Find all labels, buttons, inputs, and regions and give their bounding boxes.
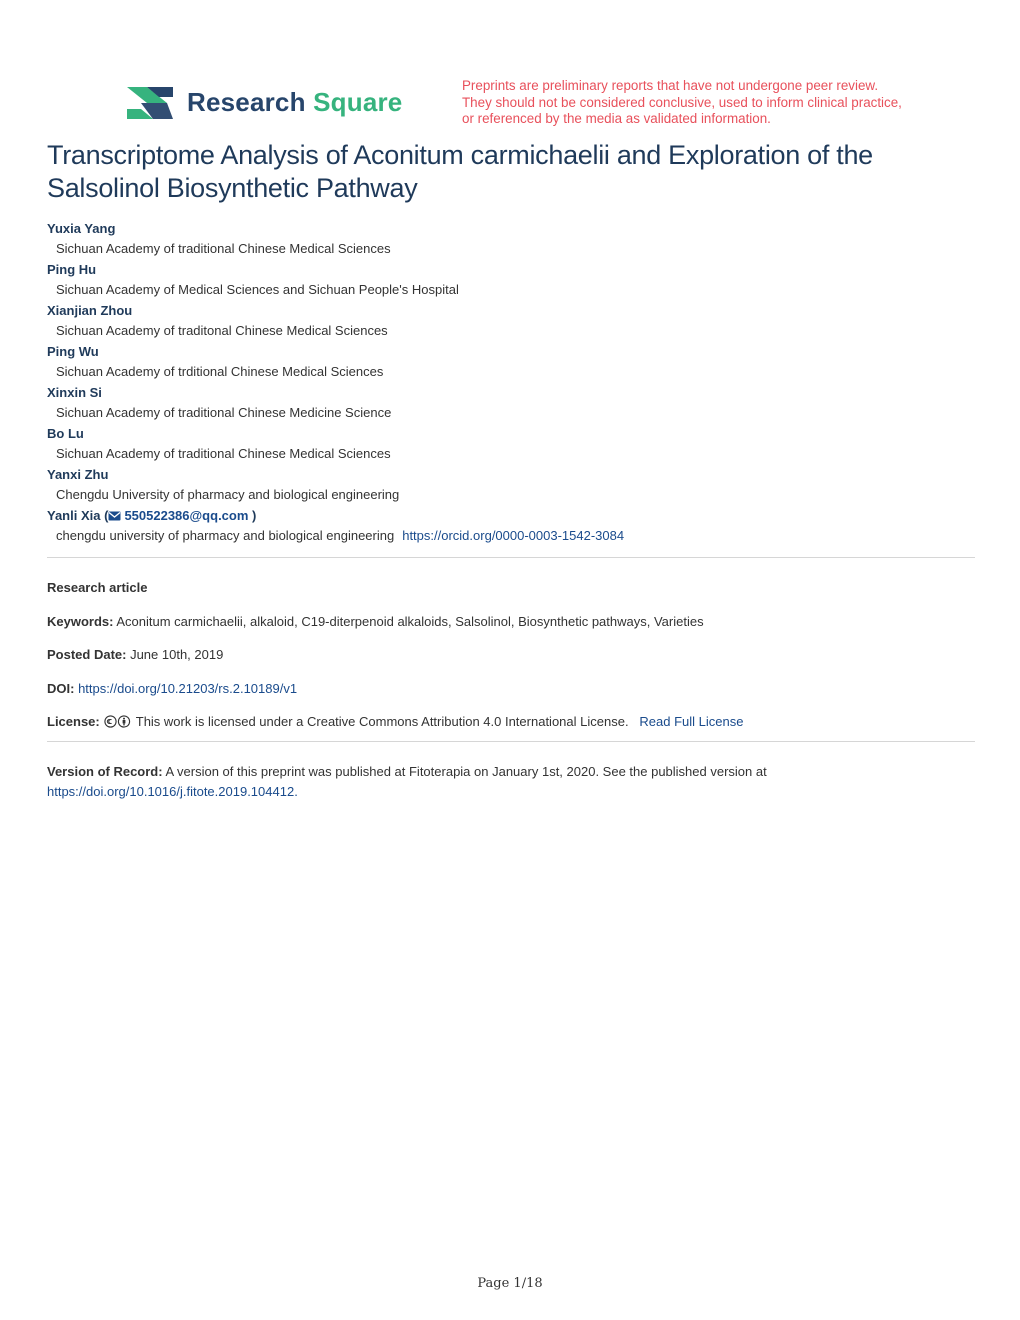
author-affiliation: Sichuan Academy of traditonal Chinese Medical Sciences <box>56 323 388 338</box>
license-label: License: <box>47 714 100 729</box>
header <box>0 0 1020 135</box>
author-name: Yanxi Zhu <box>47 467 109 482</box>
research-square-logo-icon <box>125 83 177 123</box>
disclaimer-line: They should not be considered conclusive, used to inform clinical practice, <box>462 94 902 110</box>
author-entry <box>47 465 977 506</box>
author-affiliation: Chengdu University of pharmacy and biological engineering <box>56 487 400 502</box>
published-version-link[interactable]: https://doi.org/10.1016/j.fitote.2019.104412. <box>47 784 298 799</box>
posted-date-value: June 10th, 2019 <box>126 647 224 662</box>
author-affiliation: Sichuan Academy of traditional Chinese Medicine Science <box>56 405 392 420</box>
page-number: Page 1/18 <box>477 1276 543 1291</box>
license-text: This work is licensed under a Creative Commons Attribution 4.0 International License. <box>132 714 629 729</box>
keywords-label: Keywords: <box>47 614 114 629</box>
disclaimer-line: Preprints are preliminary reports that have not undergone peer review. <box>462 78 879 93</box>
corresponding-author-entry <box>47 506 977 547</box>
author-email-link[interactable]: 550522386@qq.com <box>108 508 248 523</box>
posted-date <box>47 647 987 662</box>
research-square-logo[interactable] <box>125 83 403 125</box>
posted-date-label: Posted Date: <box>47 647 127 662</box>
author-name: Bo Lu <box>47 426 84 441</box>
version-of-record-text: A version of this preprint was published at Fitoterapia on January 1st, 2020. See the published version at <box>162 764 767 779</box>
author-affiliation: chengdu university of pharmacy and biological engineering https://orcid.org/0000-0003-1542-3084 <box>56 528 625 543</box>
read-full-license-link[interactable]: Read Full License <box>639 714 744 729</box>
keywords-value: Aconitum carmichaelii, alkaloid, C19-diterpenoid alkaloids, Salsolinol, Biosynthetic pathways, Varieties <box>113 614 704 629</box>
author-entry <box>47 219 977 260</box>
author-affiliation: Sichuan Academy of traditional Chinese Medical Sciences <box>56 446 391 461</box>
author-name: Yanli Xia ( 550522386@qq.com ) <box>47 508 257 523</box>
author-affiliation: Sichuan Academy of Medical Sciences and Sichuan People's Hospital <box>56 282 459 297</box>
author-entry <box>47 383 977 424</box>
author-entry <box>47 260 977 301</box>
divider <box>47 557 975 558</box>
cc-by-icon <box>104 715 131 728</box>
logo-wordmark: Research Square <box>187 87 403 117</box>
preprint-disclaimer <box>462 78 922 128</box>
paper-title: Transcriptome Analysis of Aconitum carmichaelii and Exploration of the Salsolinol Biosynthetic Pathway <box>47 140 873 203</box>
keywords <box>47 614 987 629</box>
version-of-record <box>47 762 977 802</box>
version-of-record-label: Version of Record: <box>47 764 163 779</box>
author-name: Xianjian Zhou <box>47 303 133 318</box>
author-name: Ping Hu <box>47 262 97 277</box>
doi-label: DOI: <box>47 681 75 696</box>
author-name: Ping Wu <box>47 344 99 359</box>
article-type: Research article <box>47 580 148 595</box>
doi <box>47 681 987 696</box>
author-entry <box>47 301 977 342</box>
author-entry <box>47 424 977 465</box>
author-entry <box>47 342 977 383</box>
license <box>47 714 987 729</box>
author-affiliation: Sichuan Academy of traditional Chinese Medical Sciences <box>56 241 391 256</box>
author-affiliation: Sichuan Academy of trditional Chinese Medical Sciences <box>56 364 384 379</box>
author-name: Xinxin Si <box>47 385 102 400</box>
envelope-icon <box>108 511 121 521</box>
orcid-link[interactable]: https://orcid.org/0000-0003-1542-3084 <box>402 528 625 543</box>
doi-link[interactable]: https://doi.org/10.21203/rs.2.10189/v1 <box>78 681 298 696</box>
author-name: Yuxia Yang <box>47 221 116 236</box>
author-list <box>47 219 977 547</box>
divider <box>47 741 975 742</box>
disclaimer-line: or referenced by the media as validated information. <box>462 111 771 126</box>
